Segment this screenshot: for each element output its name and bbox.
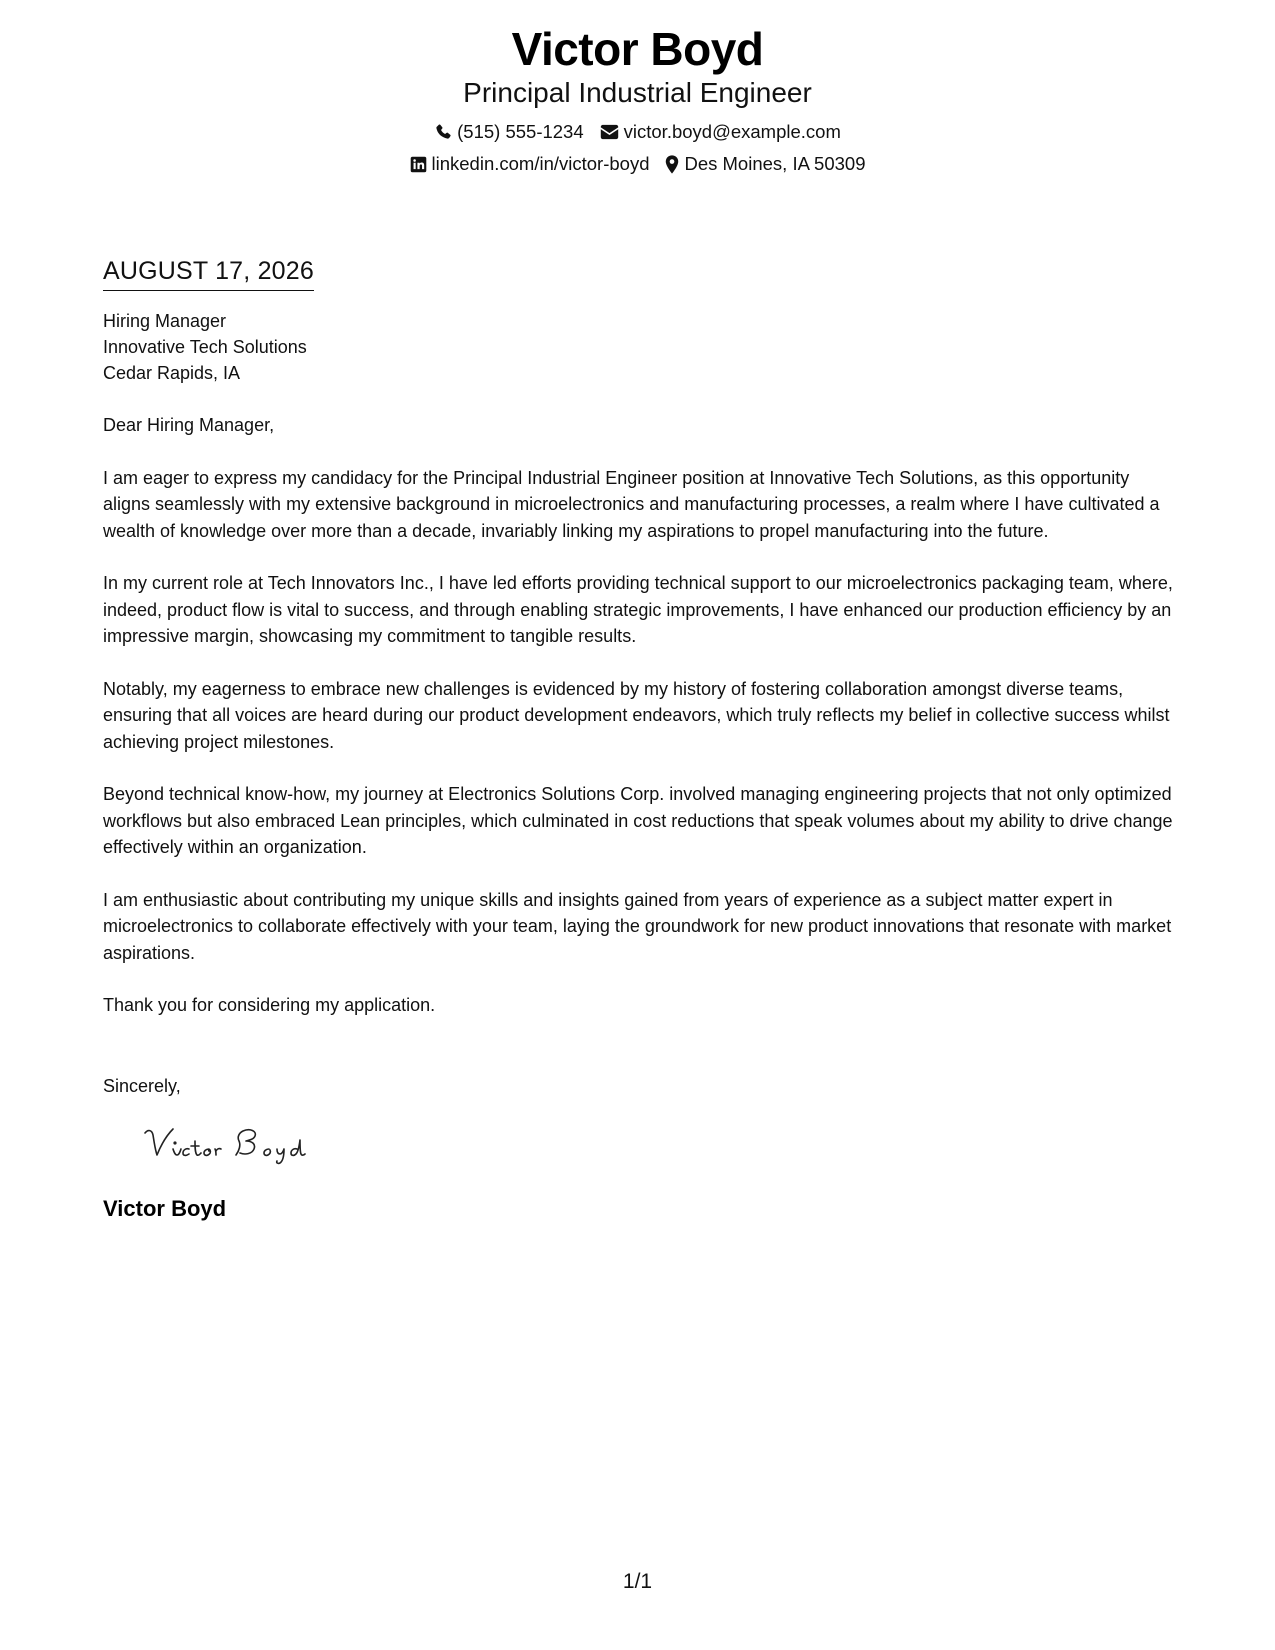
contact-row-1 [0, 116, 1275, 148]
handwritten-signature [139, 1119, 339, 1169]
body-paragraph: Beyond technical know-how, my journey at Electronics Solutions Corp. involved managing engineering projects that not only optimized workflows but also embraced Lean principles, which culminated in cost reductions that speak volumes about my ability to drive change effectively within an organization. [103, 784, 1173, 857]
letter-header [0, 22, 1275, 180]
letter-body [103, 256, 1178, 1223]
body-paragraph: I am eager to express my candidacy for the Principal Industrial Engineer position at Innovative Tech Solutions, as this opportunity aligns seamlessly with my extensive background in microelectronics and manufacturing processes, a realm where I have cultivated a wealth of knowledge over more than a decade, invariably linking my aspirations to propel manufacturing into the future. [103, 467, 1160, 541]
applicant-headline: Principal Industrial Engineer [463, 77, 812, 108]
location-text: Des Moines, IA 50309 [684, 153, 866, 174]
phone-icon [434, 123, 452, 141]
phone-text: (515) 555-1234 [457, 121, 584, 142]
recipient-title: Hiring Manager [103, 311, 227, 331]
page-indicator: 1/1 [622, 1570, 653, 1593]
contact-email[interactable] [600, 116, 841, 148]
body-paragraph: I am enthusiastic about contributing my unique skills and insights gained from years of experience as a subject matter expert in microelectronics to collaborate effectively with your team, laying the groundwork for new product innovations that resonate with market aspirations. [103, 889, 1172, 963]
recipient-company: Innovative Tech Solutions [103, 337, 307, 357]
recipient-block [103, 308, 1178, 386]
contact-row-2 [0, 148, 1275, 180]
salutation: Dear Hiring Manager, [103, 415, 275, 435]
map-marker-icon [665, 155, 679, 174]
recipient-location: Cedar Rapids, IA [103, 363, 241, 383]
signer-name: Victor Boyd [103, 1196, 227, 1221]
applicant-name: Victor Boyd [511, 23, 764, 75]
closing-line: Sincerely, [103, 1075, 181, 1096]
linkedin-text[interactable]: linkedin.com/in/victor-boyd [431, 153, 650, 174]
envelope-icon [600, 124, 619, 140]
email-text[interactable]: victor.boyd@example.com [623, 121, 841, 142]
body-paragraph: In my current role at Tech Innovators Inc., I have led efforts providing technical support to our microelectronics packaging team, where, indeed, product flow is vital to success, and through enabling strategic improvements, I have enhanced our production efficiency by an impressive margin, showcasing my commitment to tangible results. [103, 573, 1173, 646]
contact-phone [434, 116, 584, 148]
contact-linkedin[interactable] [410, 148, 650, 180]
linkedin-icon [410, 156, 427, 173]
letter-date: AUGUST 17, 2026 [103, 256, 314, 291]
thanks-line: Thank you for considering my application. [103, 995, 436, 1015]
contact-location [665, 148, 865, 180]
body-paragraph: Notably, my eagerness to embrace new challenges is evidenced by my history of fostering collaboration amongst diverse teams, ensuring that all voices are heard during our product development endeavors, which truly reflects my belief in collective success whilst achieving project milestones. [103, 678, 1170, 752]
